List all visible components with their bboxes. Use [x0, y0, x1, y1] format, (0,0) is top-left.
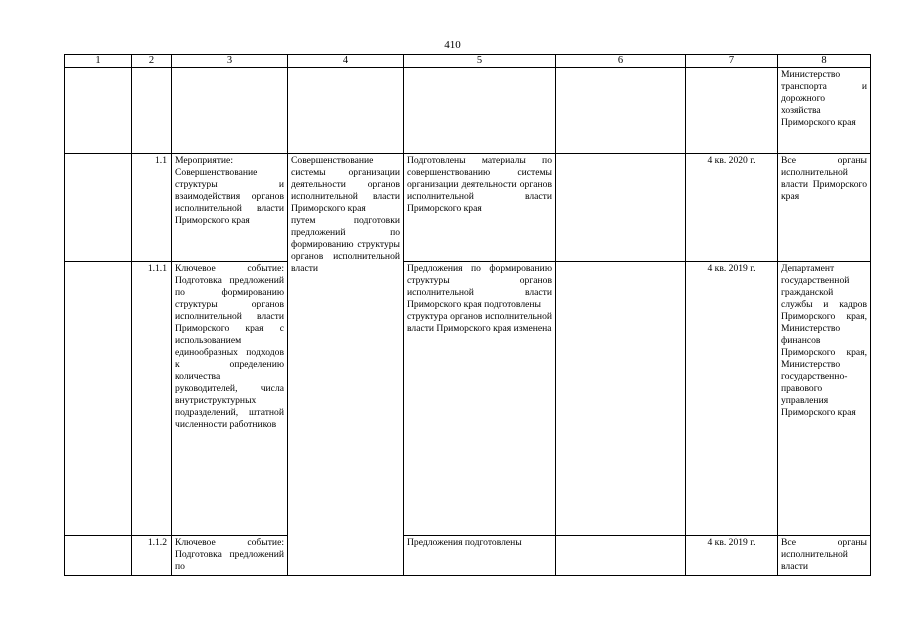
header-cell-3: 3: [172, 55, 288, 68]
result-cell: Подготовлены материалы по совершенствованию системы организации деятельности органов исполнительной власти Приморского края: [404, 154, 556, 262]
goal-cell: [288, 154, 404, 576]
responsible-cell: Все органы исполнительной власти: [778, 536, 871, 576]
header-row: [65, 55, 871, 68]
deadline-cell: 4 кв. 2020 г.: [686, 154, 778, 262]
header-cell-1: 1: [65, 55, 132, 68]
deadline-cell: [686, 68, 778, 154]
responsible-cell: Все органы исполнительной власти Приморского края: [778, 154, 871, 262]
table-row: [65, 154, 871, 262]
goal-text-part2: путем подготовки предложений по формированию структуры органов исполнительной власти: [291, 215, 400, 274]
col6-cell: [556, 68, 686, 154]
goal-cell: [288, 68, 404, 154]
activity-cell: Ключевое событие: Подготовка предложений по: [172, 536, 288, 576]
table-row: [65, 68, 871, 154]
row-number: 1.1.2: [132, 536, 172, 576]
header-cell-7: 7: [686, 55, 778, 68]
header-cell-2: 2: [132, 55, 172, 68]
goal-text-part1: Совершенствование системы организации деятельности органов исполнительной власти Приморского края: [291, 155, 400, 214]
header-cell-6: 6: [556, 55, 686, 68]
col6-cell: [556, 154, 686, 262]
header-cell-5: 5: [404, 55, 556, 68]
result-text-part1: Предложения по формированию структуры органов исполнительной власти Приморского края подготовлены: [407, 263, 552, 310]
row-cell-col1: [65, 68, 132, 154]
header-cell-4: 4: [288, 55, 404, 68]
result-cell: [404, 68, 556, 154]
deadline-cell: 4 кв. 2019 г.: [686, 536, 778, 576]
row-number: [132, 68, 172, 154]
row-cell-col1: [65, 154, 132, 262]
activity-cell: [172, 68, 288, 154]
row-cell-col1: [65, 262, 132, 536]
col6-cell: [556, 536, 686, 576]
activity-cell: Ключевое событие: Подготовка предложений по формированию структуры органов исполнительной власти Приморского края с использованием единообразных подходов к определению количества руководителей, числа внутриструктурных подразделений, штатной численности работников: [172, 262, 288, 536]
result-cell: [404, 262, 556, 536]
col6-cell: [556, 262, 686, 536]
table-row: [65, 536, 871, 576]
plan-table: [64, 54, 871, 576]
row-cell-col1: [65, 536, 132, 576]
responsible-cell: Департамент государственной гражданской службы и кадров Приморского края, Министерство финансов Приморского края, Министерство государственно-правового управления Приморского края: [778, 262, 871, 536]
deadline-cell: 4 кв. 2019 г.: [686, 262, 778, 536]
header-cell-8: 8: [778, 55, 871, 68]
result-cell: Предложения подготовлены: [404, 536, 556, 576]
row-number: 1.1.1: [132, 262, 172, 536]
result-text-part2: структура органов исполнительной власти Приморского края изменена: [407, 311, 552, 334]
activity-cell: Мероприятие: Совершенствование структуры и взаимодействия органов исполнительной власти Приморского края: [172, 154, 288, 262]
table-row: [65, 262, 871, 536]
row-number: 1.1: [132, 154, 172, 262]
page-number: 410: [444, 39, 461, 51]
responsible-cell: Министерство транспорта и дорожного хозяйства Приморского края: [778, 68, 871, 154]
